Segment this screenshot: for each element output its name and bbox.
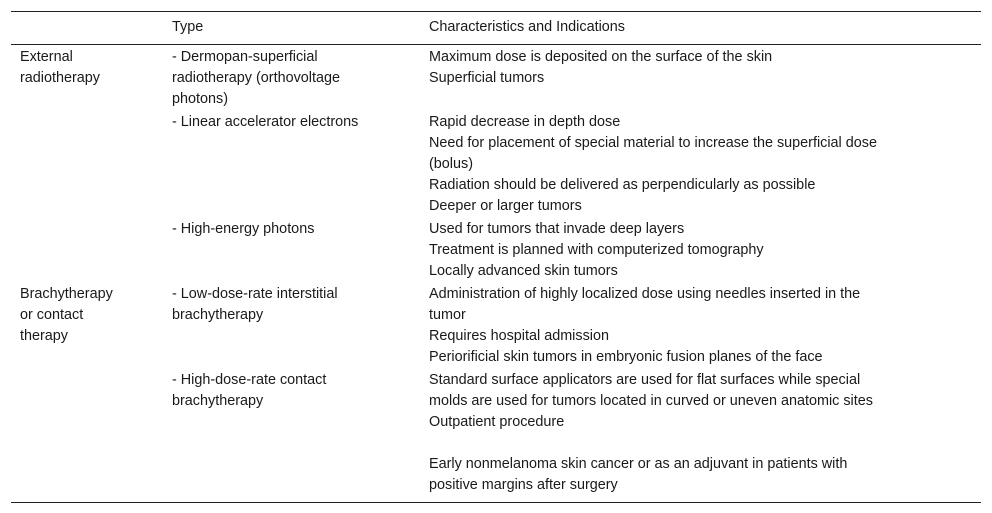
category-line: Brachytherapy — [20, 286, 113, 302]
char-line: (bolus) — [429, 156, 473, 172]
header-category — [20, 17, 160, 38]
table-header-row — [11, 12, 981, 45]
category-line: radiotherapy — [20, 70, 100, 86]
category-line: External — [20, 49, 73, 65]
char-high-energy-photons — [429, 219, 969, 282]
header-characteristics: Characteristics and Indications — [429, 19, 625, 35]
char-line: tumor — [429, 307, 466, 323]
type-low-dose-rate — [172, 284, 422, 326]
char-high-dose-rate — [429, 370, 969, 496]
char-line: Radiation should be delivered as perpendicularly as possible — [429, 177, 816, 193]
type-high-energy-photons — [172, 219, 422, 240]
char-linear-accelerator — [429, 112, 969, 217]
char-line: positive margins after surgery — [429, 477, 618, 493]
type-line: - High-dose-rate contact — [172, 372, 327, 388]
char-line: Standard surface applicators are used for flat surfaces while special — [429, 372, 861, 388]
char-line: Used for tumors that invade deep layers — [429, 221, 685, 237]
type-linear-accelerator — [172, 112, 422, 133]
category-line: or contact — [20, 307, 84, 323]
char-line: Treatment is planned with computerized tomography — [429, 242, 764, 258]
char-line: Locally advanced skin tumors — [429, 263, 618, 279]
char-line: Administration of highly localized dose using needles inserted in the — [429, 286, 861, 302]
type-line: radiotherapy (orthovoltage — [172, 70, 340, 86]
radiotherapy-table — [11, 11, 981, 503]
type-dermopan — [172, 47, 422, 110]
char-line: Periorificial skin tumors in embryonic fusion planes of the face — [429, 349, 823, 365]
type-line: - Linear accelerator electrons — [172, 114, 359, 130]
char-line: Rapid decrease in depth dose — [429, 114, 621, 130]
type-line: photons) — [172, 91, 229, 107]
type-line: - Low-dose-rate interstitial — [172, 286, 338, 302]
category-brachytherapy — [20, 284, 160, 347]
header-type: Type — [172, 19, 204, 35]
type-line: - High-energy photons — [172, 221, 315, 237]
char-line: molds are used for tumors located in curved or uneven anatomic sites — [429, 393, 873, 409]
char-dermopan — [429, 47, 969, 89]
char-low-dose-rate — [429, 284, 969, 368]
type-line: brachytherapy — [172, 307, 264, 323]
type-high-dose-rate — [172, 370, 422, 412]
char-line: Maximum dose is deposited on the surface of the skin — [429, 49, 773, 65]
char-line: Superficial tumors — [429, 70, 545, 86]
char-line: Requires hospital admission — [429, 328, 609, 344]
category-line: therapy — [20, 328, 68, 344]
type-line: brachytherapy — [172, 393, 264, 409]
char-line: Deeper or larger tumors — [429, 198, 582, 214]
category-external-radiotherapy — [20, 47, 160, 89]
char-line — [429, 433, 969, 454]
type-line: - Dermopan-superficial — [172, 49, 318, 65]
char-line: Need for placement of special material to increase the superficial dose — [429, 135, 877, 151]
char-line: Outpatient procedure — [429, 414, 565, 430]
char-line: Early nonmelanoma skin cancer or as an adjuvant in patients with — [429, 456, 848, 472]
